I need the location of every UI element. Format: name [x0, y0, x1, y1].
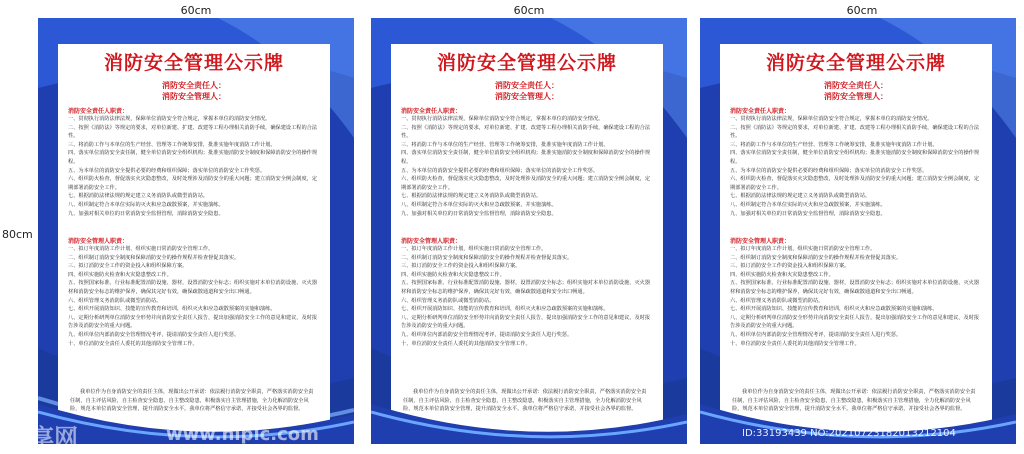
list-item: 一、贯彻执行消防法律法规，保障单位消防安全符合规定，掌握本单位的消防安全情况。	[401, 116, 604, 122]
list-item: 三、将消防工作与本单位的生产经营、管理等工作统筹安排，批准实施年度消防工作计划。	[401, 141, 609, 148]
list-item: 二、组织制订消防安全制度和保障消防安全的操作规程并检查督促其落实。	[730, 254, 902, 261]
list-item: 三、将消防工作与本单位的生产经营、管理等工作统筹安排，批准实施年度消防工作计划。	[730, 141, 938, 148]
list-item: 五、为本单位的消防安全提供必要的经费和组织保障；落实单位的消防安全工作奖惩。	[730, 167, 928, 174]
board-title: 消防安全管理公示牌	[436, 52, 617, 74]
list-item: 一、拟订年度消防工作计划，组织实施日常消防安全管理工作。	[730, 246, 876, 252]
list-item: 一、拟订年度消防工作计划，组织实施日常消防安全管理工作。	[401, 246, 547, 252]
section1-list	[401, 115, 655, 218]
list-item: 二、组织制订消防安全制度和保障消防安全的操作规程并检查督促其落实。	[401, 254, 573, 261]
list-item: 六、组织防火检查，督促落实火灾隐患整改，及时处理涉及消防安全的重大问题；建立消防安全例会制度，定期部署消防安全工作。	[730, 176, 980, 191]
list-item: 三、拟订消防安全工作的资金投入和组织保障方案。	[730, 263, 850, 270]
person-responsible: 消防安全责任人：	[162, 81, 226, 90]
board-card	[720, 44, 992, 442]
list-item: 七、组织开展消防知识、技能的宣传教育和培训，组织灭火和应急疏散预案的实施和演练。	[730, 306, 938, 313]
closing-statement: 我单位作为自身消防安全的责任主体，现做出公开承诺：依法履行消防安全职责，严格落实消防安全责任制，自主评估风险，自主检查安全隐患，自主整改隐患，积极落实自主管理措施，全力化解消防安全风险，规范本单位消防安全管理，提升消防安全水平。我单位将严格信守承诺，并接受社会各界的监督。	[403, 389, 647, 413]
list-item: 七、组织开展消防知识、技能的宣传教育和培训，组织灭火和应急疏散预案的实施和演练。	[401, 306, 609, 313]
list-item: 一、贯彻执行消防法律法规，保障单位消防安全符合规定，掌握本单位的消防安全情况。	[730, 116, 933, 122]
list-item: 十、单位消防安全责任人委托的其他消防安全管理工作。	[730, 340, 860, 347]
responsible-persons	[720, 80, 992, 102]
list-item: 四、组织实施防火检查和火灾隐患整改工作。	[68, 271, 172, 278]
closing-statement: 我单位作为自身消防安全的责任主体，现做出公开承诺：依法履行消防安全职责，严格落实消防安全责任制，自主评估风险，自主检查安全隐患，自主整改隐患，积极落实自主管理措施，全力化解消防安全风险，规范本单位消防安全管理，提升消防安全水平。我单位将严格信守承诺，并接受社会各界的监督。	[70, 389, 314, 413]
closing-statement: 我单位作为自身消防安全的责任主体，现做出公开承诺：依法履行消防安全职责，严格落实消防安全责任制，自主评估风险，自主检查安全隐患，自主整改隐患，积极落实自主管理措施，全力化解消防安全风险，规范本单位消防安全管理，提升消防安全水平。我单位将严格信守承诺，并接受社会各界的监督。	[732, 389, 976, 413]
list-item: 七、根据消防法律法规的规定建立义务消防队或微型消防站。	[730, 193, 871, 200]
section2-heading: 消防安全管理人职责：	[401, 238, 462, 245]
board-title: 消防安全管理公示牌	[765, 52, 946, 74]
height-label: 80cm	[2, 228, 33, 241]
section1-heading: 消防安全责任人职责：	[401, 108, 462, 115]
list-item: 五、按照国家标准、行业标准配置消防设施、器材，设置消防安全标志；组织实施对本单位消防设施、灭火器材和消防安全标志的维护保养，确保其完好有效，确保疏散通道和安全出口畅通。	[68, 280, 318, 295]
list-item: 六、组织防火检查，督促落实火灾隐患整改，及时处理涉及消防安全的重大问题；建立消防安全例会制度，定期部署消防安全工作。	[401, 176, 651, 191]
list-item: 七、根据消防法律法规的规定建立义务消防队或微型消防站。	[68, 193, 209, 200]
list-item: 十、单位消防安全责任人委托的其他消防安全管理工作。	[68, 340, 198, 347]
list-item: 八、组织制定符合本单位实际的灭火和应急疏散预案，并实施演练。	[68, 201, 224, 208]
list-item: 六、组织管理义务消防队或微型消防站。	[401, 297, 495, 304]
board-title: 消防安全管理公示牌	[103, 52, 284, 74]
list-item: 八、定期分析研判单位消防安全形势并向消防安全责任人报告，提出加强消防安全工作的意见和建议，及时报告涉及消防安全的重大问题。	[401, 314, 651, 330]
list-item: 五、为本单位的消防安全提供必要的经费和组织保障；落实单位的消防安全工作奖惩。	[401, 167, 599, 174]
list-item: 七、组织开展消防知识、技能的宣传教育和培训，组织灭火和应急疏散预案的实施和演练。	[68, 306, 276, 313]
list-item: 一、贯彻执行消防法律法规，保障单位消防安全符合规定，掌握本单位的消防安全情况。	[68, 116, 271, 122]
list-item: 八、组织制定符合本单位实际的灭火和应急疏散预案，并实施演练。	[401, 201, 557, 208]
notice-board-2	[371, 18, 687, 444]
notice-board-1	[38, 18, 354, 444]
list-item: 一、拟订年度消防工作计划，组织实施日常消防安全管理工作。	[68, 246, 214, 252]
section1-heading: 消防安全责任人职责：	[68, 108, 129, 115]
list-item: 九、组织单位内部消防安全管理情况考评，提请消防安全责任人进行奖惩。	[730, 331, 902, 338]
section2-list	[730, 245, 984, 348]
list-item: 二、按照《消防法》等规定的要求，对单位新建、扩建、改建等工程办理相关消防手续，确保建设工程的合法性。	[401, 124, 651, 140]
list-item: 四、落实单位消防安全责任制，健全单位消防安全组织机构；批准实施消防安全制度和保障消防安全的操作规程。	[68, 150, 318, 165]
list-item: 三、将消防工作与本单位的生产经营、管理等工作统筹安排，批准实施年度消防工作计划。	[68, 141, 276, 148]
section2-heading: 消防安全管理人职责：	[68, 238, 129, 245]
section1-heading: 消防安全责任人职责：	[730, 108, 791, 115]
list-item: 四、组织实施防火检查和火灾隐患整改工作。	[401, 271, 505, 278]
list-item: 二、按照《消防法》等规定的要求，对单位新建、扩建、改建等工程办理相关消防手续，确保建设工程的合法性。	[68, 124, 318, 140]
list-item: 四、落实单位消防安全责任制，健全单位消防安全组织机构；批准实施消防安全制度和保障消防安全的操作规程。	[401, 150, 651, 165]
width-label-3: 60cm	[846, 4, 878, 17]
section1-list	[68, 115, 322, 218]
list-item: 九、加强对相关单位的日常消防安全监督管理，消除消防安全隐患。	[401, 210, 557, 217]
section2-list	[401, 245, 655, 348]
section2-heading: 消防安全管理人职责：	[730, 238, 791, 245]
list-item: 八、定期分析研判单位消防安全形势并向消防安全责任人报告，提出加强消防安全工作的意见和建议，及时报告涉及消防安全的重大问题。	[68, 314, 318, 330]
list-item: 七、根据消防法律法规的规定建立义务消防队或微型消防站。	[401, 193, 542, 200]
board-card	[391, 44, 663, 442]
bottom-wave-decoration	[371, 384, 687, 444]
person-responsible: 消防安全责任人：	[824, 81, 888, 90]
list-item: 九、组织单位内部消防安全管理情况考评，提请消防安全责任人进行奖惩。	[401, 331, 573, 338]
list-item: 十、单位消防安全责任人委托的其他消防安全管理工作。	[401, 340, 531, 347]
list-item: 二、按照《消防法》等规定的要求，对单位新建、扩建、改建等工程办理相关消防手续，确保建设工程的合法性。	[730, 124, 980, 140]
list-item: 八、定期分析研判单位消防安全形势并向消防安全责任人报告，提出加强消防安全工作的意见和建议，及时报告涉及消防安全的重大问题。	[730, 314, 980, 330]
notice-board-3	[700, 18, 1016, 444]
person-manager: 消防安全管理人：	[162, 92, 226, 101]
list-item: 九、加强对相关单位的日常消防安全监督管理，消除消防安全隐患。	[730, 210, 886, 217]
board-card	[58, 44, 330, 442]
person-responsible: 消防安全责任人：	[495, 81, 559, 90]
list-item: 四、落实单位消防安全责任制，健全单位消防安全组织机构；批准实施消防安全制度和保障消防安全的操作规程。	[730, 150, 980, 165]
watermark-id: ID:33193439 NO:20210723182013212104	[742, 428, 956, 439]
list-item: 五、按照国家标准、行业标准配置消防设施、器材，设置消防安全标志；组织实施对本单位消防设施、灭火器材和消防安全标志的维护保养，确保其完好有效，确保疏散通道和安全出口畅通。	[401, 280, 651, 295]
watermark-url: www.nipic.com	[166, 424, 319, 445]
list-item: 四、组织实施防火检查和火灾隐患整改工作。	[730, 271, 834, 278]
list-item: 八、组织制定符合本单位实际的灭火和应急疏散预案，并实施演练。	[730, 201, 886, 208]
responsible-persons	[391, 80, 663, 102]
list-item: 九、加强对相关单位的日常消防安全监督管理，消除消防安全隐患。	[68, 210, 224, 217]
list-item: 五、按照国家标准、行业标准配置消防设施、器材，设置消防安全标志；组织实施对本单位消防设施、灭火器材和消防安全标志的维护保养，确保其完好有效，确保疏散通道和安全出口畅通。	[730, 280, 980, 295]
list-item: 三、拟订消防安全工作的资金投入和组织保障方案。	[68, 263, 188, 270]
responsible-persons	[58, 80, 330, 102]
section1-list	[730, 115, 984, 218]
watermark-brand: 昵享网	[6, 424, 78, 452]
list-item: 五、为本单位的消防安全提供必要的经费和组织保障；落实单位的消防安全工作奖惩。	[68, 167, 266, 174]
width-label-1: 60cm	[180, 4, 212, 17]
person-manager: 消防安全管理人：	[824, 92, 888, 101]
list-item: 六、组织防火检查，督促落实火灾隐患整改，及时处理涉及消防安全的重大问题；建立消防安全例会制度，定期部署消防安全工作。	[68, 176, 318, 191]
section2-list	[68, 245, 322, 348]
list-item: 三、拟订消防安全工作的资金投入和组织保障方案。	[401, 263, 521, 270]
width-label-2: 60cm	[513, 4, 545, 17]
person-manager: 消防安全管理人：	[495, 92, 559, 101]
list-item: 二、组织制订消防安全制度和保障消防安全的操作规程并检查督促其落实。	[68, 254, 240, 261]
list-item: 六、组织管理义务消防队或微型消防站。	[68, 297, 162, 304]
list-item: 九、组织单位内部消防安全管理情况考评，提请消防安全责任人进行奖惩。	[68, 331, 240, 338]
list-item: 六、组织管理义务消防队或微型消防站。	[730, 297, 824, 304]
